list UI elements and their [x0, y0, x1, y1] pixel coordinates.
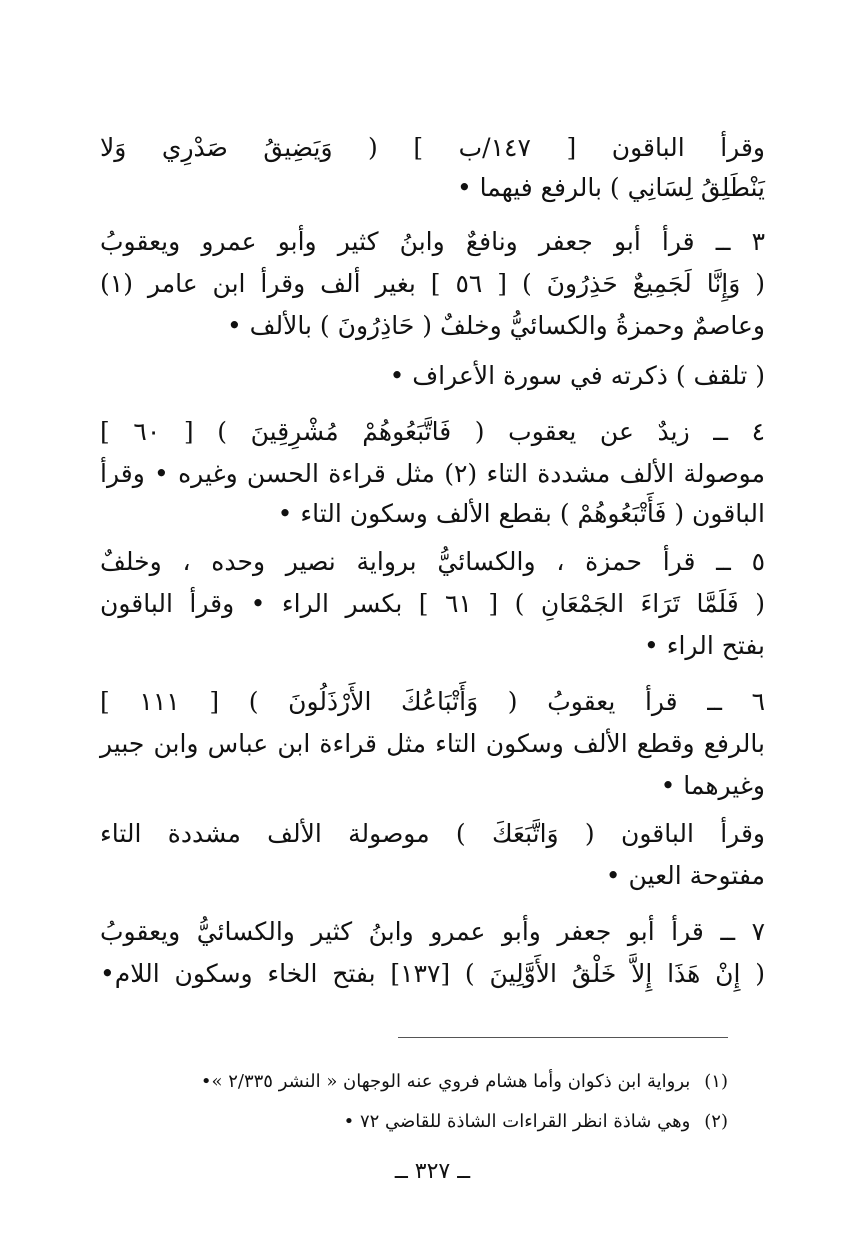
- body-line: وقرأ الباقون [ ١٤٧/ب ] ( وَيَضِيقُ صَدْرِي وَلا: [100, 133, 765, 162]
- footnote-number: (١): [704, 1071, 728, 1092]
- footnote-text: وهي شاذة انظر القراءات الشاذة للقاضي ٧٢ •: [343, 1111, 691, 1132]
- page-number: ــ ٣٢٧ ــ: [394, 1159, 471, 1184]
- footnote-number: (٢): [704, 1111, 728, 1132]
- body-line: وقرأ الباقون ( وَاتَّبَعَكَ ) موصولة الألف مشددة التاء: [100, 819, 765, 848]
- body-line: بفتح الراء •: [644, 631, 765, 660]
- body-line: ( إِنْ هَذَا إِلاَّ خَلْقُ الأَوَّلِينَ ) [١٣٧] بفتح الخاء وسكون اللام•: [100, 959, 765, 988]
- body-line: وعاصمٌ وحمزةُ والكسائيُّ وخلفٌ ( حَاذِرُونَ ) بالألف •: [226, 311, 765, 340]
- body-line: ٤ ــ زيدٌ عن يعقوب ( فَاتَّبَعُوهُمْ مُشْرِقِينَ ) [ ٦٠ ]: [100, 417, 765, 446]
- footnote-text: برواية ابن ذكوان وأما هشام فروي عنه الوجهان « النشر ٢/٣٣٥ »•: [200, 1071, 691, 1092]
- body-line: موصولة الألف مشددة التاء (٢) مثل قراءة الحسن وغيره • وقرأ: [100, 459, 765, 488]
- body-line: ( وَإِنَّا لَجَمِيعٌ حَذِرُونَ ) [ ٥٦ ] بغير ألف وقرأ ابن عامر (١): [100, 269, 765, 298]
- body-line: مفتوحة العين •: [605, 861, 765, 890]
- body-line: الباقون ( فَأَتْبَعُوهُمْ ) بقطع الألف وسكون التاء •: [277, 499, 765, 528]
- body-line: ٣ ــ قرأ أبو جعفر ونافعٌ وابنُ كثير وأبو عمرو ويعقوبُ: [100, 227, 765, 256]
- footnote-divider: [398, 1037, 728, 1038]
- body-line: ٧ ــ قرأ أبو جعفر وأبو عمرو وابنُ كثير والكسائيُّ ويعقوبُ: [100, 917, 765, 946]
- body-line: ( فَلَمَّا تَرَاءَ الجَمْعَانِ ) [ ٦١ ] بكسر الراء • وقرأ الباقون: [100, 589, 765, 618]
- body-line: يَنْطَلِقُ لِسَانِي ) بالرفع فيهما •: [456, 173, 765, 202]
- body-line: ٥ ــ قرأ حمزة ، والكسائيُّ برواية نصير وحده ، وخلفٌ: [100, 547, 765, 576]
- body-line: وغيرهما •: [660, 771, 765, 800]
- body-line: بالرفع وقطع الألف وسكون التاء مثل قراءة ابن عباس وابن جبير: [100, 729, 765, 758]
- footnote: [120, 1069, 728, 1095]
- body-line: ٦ ــ قرأ يعقوبُ ( وَأَتْبَاعُكَ الأَرْذَلُونَ ) [ ١١١ ]: [100, 687, 765, 716]
- footnote: [120, 1109, 728, 1135]
- body-line: ( تلقف ) ذكرته في سورة الأعراف •: [389, 361, 765, 390]
